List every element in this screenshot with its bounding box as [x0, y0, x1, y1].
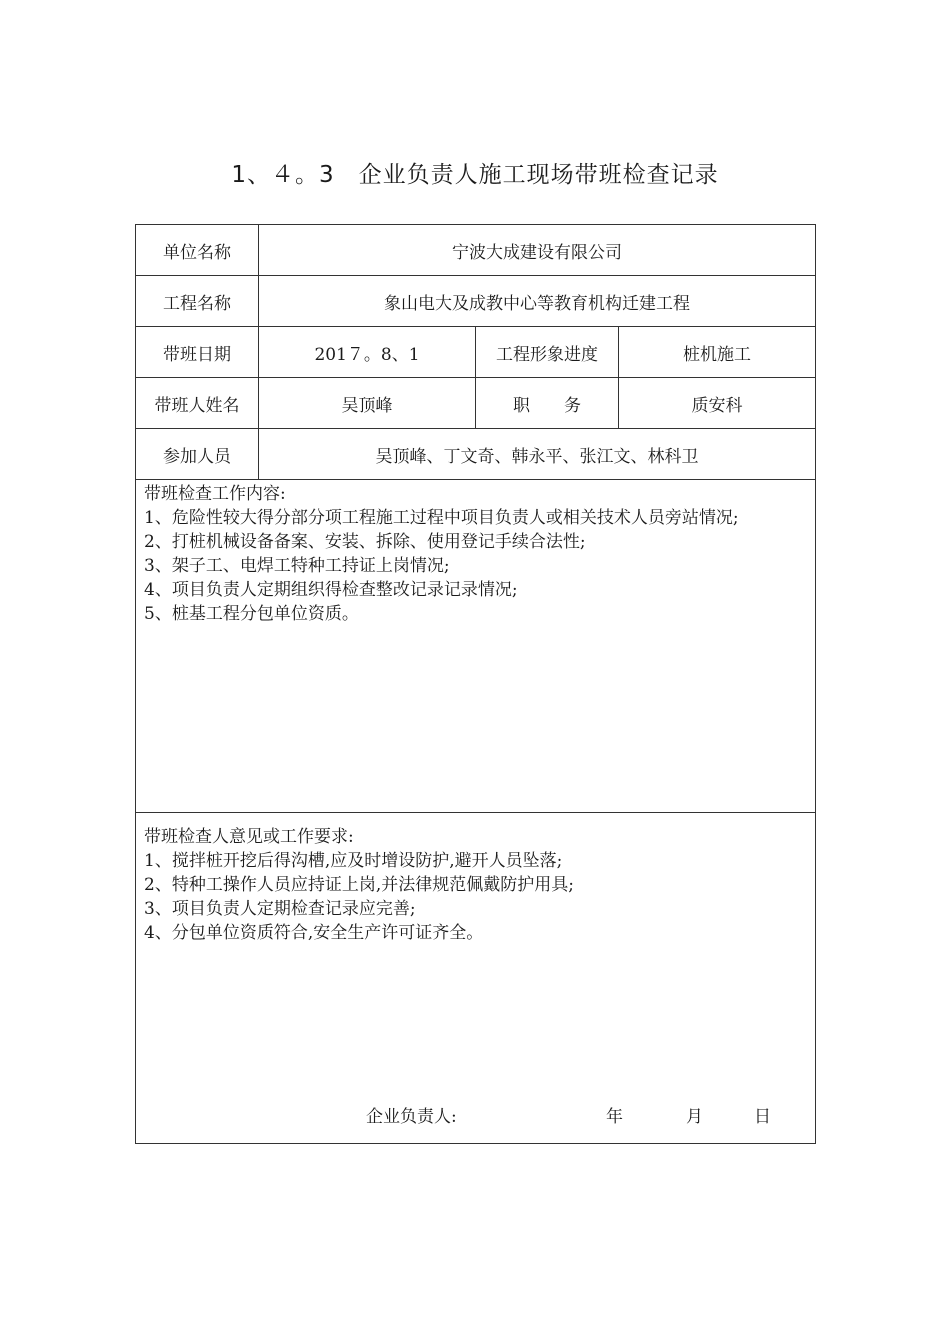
duty-date-label: 带班日期 — [136, 327, 259, 378]
signature-day: 日 — [754, 1107, 771, 1127]
signature-month: 月 — [686, 1107, 703, 1127]
list-item: 4、项目负责人定期组织得检查整改记录记录情况; — [144, 580, 518, 600]
list-item: 1、危险性较大得分部分项工程施工过程中项目负责人或相关技术人员旁站情况; — [144, 508, 739, 528]
participants-label: 参加人员 — [136, 429, 259, 480]
position-label: 职 务 — [476, 378, 619, 429]
signature-row — [136, 1105, 815, 1129]
inspection-content-heading: 带班检查工作内容: — [144, 484, 286, 504]
page-title: 1、４。3 企业负责人施工现场带班检查记录 — [231, 162, 719, 188]
inspection-content-cell — [136, 480, 816, 813]
project-name-row — [136, 276, 816, 327]
inspection-record-table — [135, 224, 816, 1144]
unit-name-value: 宁波大成建设有限公司 — [259, 225, 816, 276]
project-name-value: 象山电大及成教中心等教育机构迁建工程 — [259, 276, 816, 327]
position-value: 质安科 — [619, 378, 816, 429]
leader-name-value: 吴顶峰 — [259, 378, 476, 429]
opinions-heading: 带班检查人意见或工作要求: — [144, 827, 354, 847]
signature-label: 企业负责人: — [366, 1107, 457, 1127]
list-item: 3、架子工、电焊工特种工持证上岗情况; — [144, 556, 450, 576]
signature-year: 年 — [606, 1107, 623, 1127]
inspection-content-row — [136, 480, 816, 813]
participants-row — [136, 429, 816, 480]
project-name-label: 工程名称 — [136, 276, 259, 327]
duty-date-row — [136, 327, 816, 378]
leader-name-label: 带班人姓名 — [136, 378, 259, 429]
leader-row — [136, 378, 816, 429]
opinions-row — [136, 813, 816, 1144]
unit-name-row — [136, 225, 816, 276]
opinions-cell — [136, 813, 816, 1144]
unit-name-label: 单位名称 — [136, 225, 259, 276]
progress-value: 桩机施工 — [619, 327, 816, 378]
list-item: 1、搅拌桩开挖后得沟槽,应及时增设防护,避开人员坠落; — [144, 851, 563, 871]
list-item: 2、特种工操作人员应持证上岗,并法律规范佩戴防护用具; — [144, 875, 574, 895]
progress-label: 工程形象进度 — [476, 327, 619, 378]
duty-date-value: 201７。8、1 — [259, 327, 476, 378]
list-item: 3、项目负责人定期检查记录应完善; — [144, 899, 416, 919]
list-item: 5、桩基工程分包单位资质。 — [144, 604, 359, 624]
participants-value: 吴顶峰、丁文奇、韩永平、张江文、林科卫 — [259, 429, 816, 480]
list-item: 2、打桩机械设备备案、安装、拆除、使用登记手续合法性; — [144, 532, 586, 552]
list-item: 4、分包单位资质符合,安全生产许可证齐全。 — [144, 923, 484, 943]
